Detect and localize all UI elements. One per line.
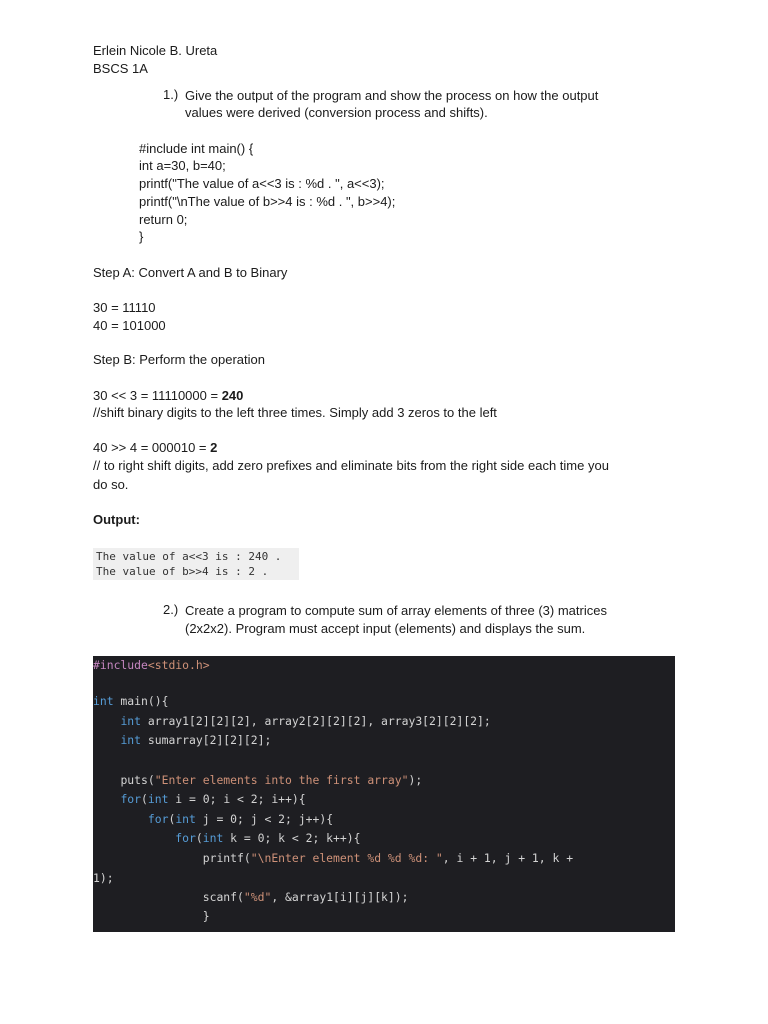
code-token: for (147, 812, 169, 826)
code-token: int (120, 714, 142, 728)
author-section: BSCS 1A (93, 61, 148, 76)
code-line (93, 849, 573, 867)
code-token: sumarray[2][2][2]; (141, 733, 272, 747)
shift-left-line (93, 387, 243, 404)
output-label: Output: (93, 512, 140, 527)
code-line (93, 656, 210, 674)
code-token: scanf( (202, 890, 244, 904)
shift-right-comment: // to right shift digits, add zero prefixes and eliminate bits from the right side each time you (93, 458, 609, 473)
code-token: ( (195, 831, 203, 845)
code-line (93, 810, 333, 828)
code-token: "\nEnter element %d %d %d: " (250, 851, 443, 865)
code-line (93, 829, 360, 847)
code-token: #include (93, 658, 148, 672)
author-name: Erlein Nicole B. Ureta (93, 43, 218, 58)
code-token: for (120, 792, 142, 806)
output-screenshot (93, 548, 299, 580)
code-line: 1); (93, 871, 114, 885)
code-token: ( (141, 792, 148, 806)
code-token: i = 0; i < 2; i++){ (168, 792, 306, 806)
question-2-text-line2: (2x2x2). Program must accept input (elements) and displays the sum. (185, 621, 586, 636)
code-token: puts( (120, 773, 155, 787)
code-token: for (175, 831, 196, 845)
code-token: k = 0; k < 2; k++){ (223, 831, 361, 845)
code-token: } (202, 909, 210, 923)
program-line: #include int main() { (139, 141, 254, 156)
code-token: int (202, 831, 224, 845)
code-line (93, 692, 168, 710)
shift-left-expression: 30 << 3 = 11110000 = (93, 388, 222, 403)
code-token: "Enter elements into the first array" (154, 773, 409, 787)
shift-right-result: 2 (210, 440, 218, 455)
question-1-number: 1.) (163, 87, 179, 102)
code-token: , &array1[i][j][k]); (271, 890, 409, 904)
code-token: int (120, 733, 142, 747)
shift-left-comment: //shift binary digits to the left three times. Simply add 3 zeros to the left (93, 405, 497, 420)
step-a-title: Step A: Convert A and B to Binary (93, 265, 288, 280)
shift-left-result: 240 (221, 388, 244, 403)
program-line: int a=30, b=40; (139, 158, 226, 173)
code-screenshot (93, 656, 675, 932)
question-2-number: 2.) (163, 602, 179, 617)
code-token: j = 0; j < 2; j++){ (195, 812, 334, 826)
program-line: return 0; (139, 212, 188, 227)
code-token: "%d" (243, 890, 272, 904)
question-1-text-line2: values were derived (conversion process and shifts). (185, 105, 488, 120)
code-token: , i + 1, j + 1, k + (442, 851, 574, 865)
shift-right-expression: 40 >> 4 = 000010 = (93, 440, 211, 455)
code-line (93, 771, 422, 789)
shift-right-line (93, 439, 217, 456)
code-token: int (93, 694, 114, 708)
output-line: The value of a<<3 is : 240 . (96, 550, 282, 563)
code-token: main(){ (113, 694, 169, 708)
code-line (93, 888, 408, 906)
code-line (93, 712, 491, 730)
program-line: printf("The value of a<<3 is : %d . ", a<<3); (139, 176, 385, 191)
code-line (93, 907, 210, 925)
question-1-text-line1: Give the output of the program and show the process on how the output (185, 88, 599, 103)
code-token: ); (408, 773, 423, 787)
step-a-line: 40 = 101000 (93, 318, 166, 333)
step-a-line: 30 = 11110 (93, 300, 156, 315)
code-token: printf( (202, 851, 251, 865)
code-token: int (147, 792, 169, 806)
code-token: ( (168, 812, 176, 826)
shift-right-comment: do so. (93, 477, 129, 492)
program-line: printf("\nThe value of b>>4 is : %d . ", b>>4); (139, 194, 396, 209)
program-line: } (139, 229, 144, 244)
question-2-text-line1: Create a program to compute sum of array elements of three (3) matrices (185, 603, 607, 618)
code-line (93, 731, 271, 749)
code-token: int (175, 812, 196, 826)
code-line (93, 790, 306, 808)
code-token: array1[2][2][2], array2[2][2][2], array3[2][2][2]; (141, 714, 491, 728)
step-b-title: Step B: Perform the operation (93, 352, 265, 367)
output-line: The value of b>>4 is : 2 . (96, 565, 269, 578)
code-token: <stdio.h> (147, 658, 210, 672)
